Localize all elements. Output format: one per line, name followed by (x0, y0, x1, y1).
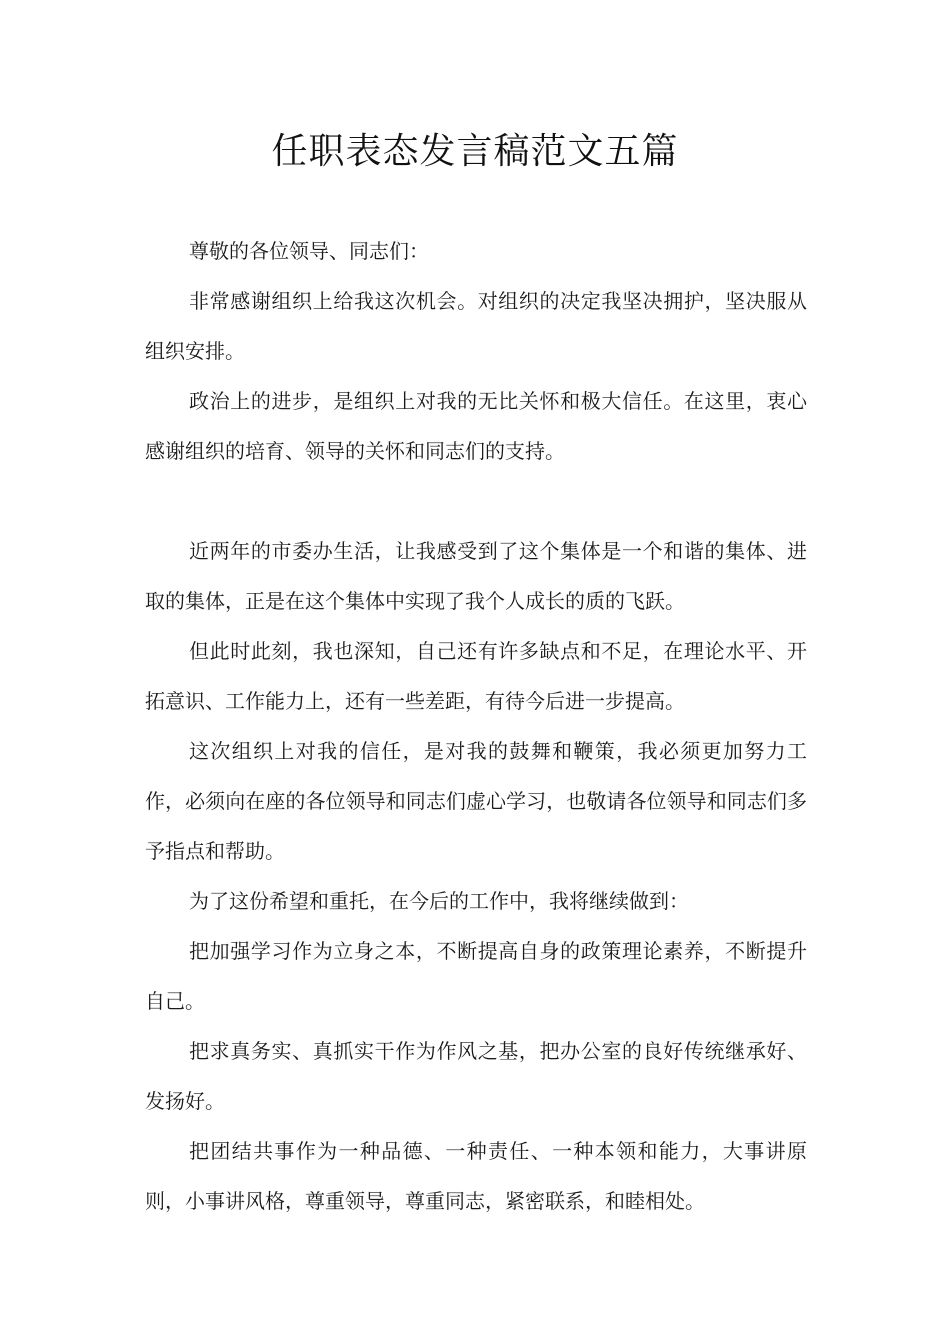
paragraph: 近两年的市委办生活，让我感受到了这个集体是一个和谐的集体、进取的集体，正是在这个集体中实现了我个人成长的质的飞跃。 (145, 539, 807, 613)
paragraph: 但此时此刻，我也深知，自己还有许多缺点和不足，在理论水平、开拓意识、工作能力上，还有一些差距，有待今后进一步提高。 (145, 639, 807, 713)
paragraph: 为了这份希望和重托，在今后的工作中，我将继续做到： (189, 889, 689, 913)
paragraph: 把团结共事作为一种品德、一种责任、一种本领和能力，大事讲原则，小事讲风格，尊重领导，尊重同志，紧密联系，和睦相处。 (145, 1139, 807, 1213)
paragraph: 把加强学习作为立身之本，不断提高自身的政策理论素养，不断提升自己。 (145, 939, 807, 1013)
body-section-2 (145, 526, 807, 1226)
paragraph: 非常感谢组织上给我这次机会。对组织的决定我坚决拥护，坚决服从组织安排。 (145, 289, 807, 363)
paragraph: 政治上的进步，是组织上对我的无比关怀和极大信任。在这里，衷心感谢组织的培育、领导的关怀和同志们的支持。 (145, 389, 807, 463)
paragraph: 这次组织上对我的信任，是对我的鼓舞和鞭策，我必须更加努力工作，必须向在座的各位领导和同志们虚心学习，也敬请各位领导和同志们多予指点和帮助。 (145, 739, 807, 863)
document-title: 任职表态发言稿范文五篇 (271, 131, 679, 172)
paragraph: 把求真务实、真抓实干作为作风之基，把办公室的良好传统继承好、发扬好。 (145, 1039, 807, 1113)
body-section-1 (145, 226, 807, 476)
paragraph: 尊敬的各位领导、同志们： (189, 239, 429, 263)
